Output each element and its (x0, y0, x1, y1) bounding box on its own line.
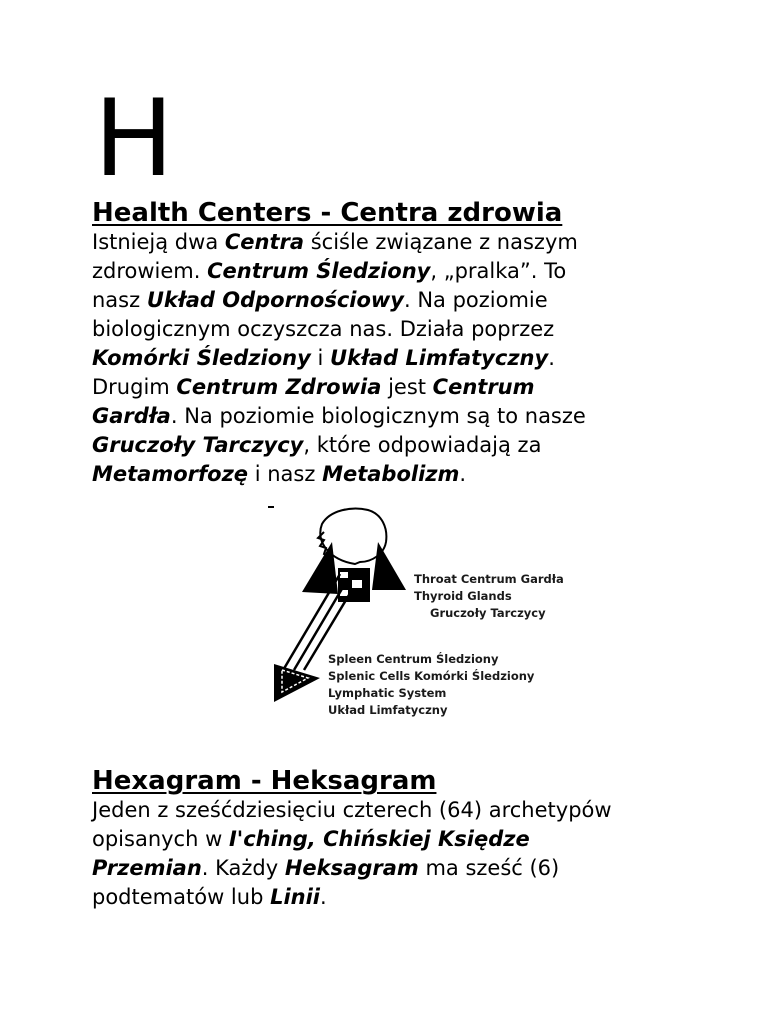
emphasized-term: Komórki Śledziony (92, 346, 311, 370)
emphasized-term: Gardła (92, 404, 171, 428)
emphasized-term: Gruczoły Tarczycy (92, 433, 304, 457)
text-segment: ściśle związane z naszym (304, 230, 578, 254)
emphasized-term: Centrum (432, 375, 535, 399)
text-segment: zdrowiem. (92, 259, 208, 283)
emphasized-term: Metabolizm (322, 462, 460, 486)
text-segment: . (548, 346, 555, 370)
text-segment: , które odpowiadają za (303, 433, 542, 457)
emphasized-term: I'ching, Chińskiej Księdze (228, 827, 530, 851)
spleen-label-2: Splenic Cells Komórki Śledziony (328, 669, 535, 683)
emphasized-term: Centra (224, 230, 305, 254)
section-body-hexagram (92, 796, 682, 912)
throat-label-2: Thyroid Glands (414, 589, 512, 603)
text-line (92, 257, 682, 286)
health-centers-diagram (260, 502, 564, 724)
emphasized-term: Układ Odpornościowy (146, 288, 404, 312)
glossary-letter: H (94, 77, 174, 200)
text-segment: ma sześć (6) (418, 856, 560, 880)
text-segment: podtematów lub (92, 885, 271, 909)
text-segment: . Każdy (201, 856, 285, 880)
text-segment: . Na poziomie (403, 288, 548, 312)
text-line (92, 460, 682, 489)
emphasized-term: Metamorfozę (92, 462, 249, 486)
text-line (92, 286, 682, 315)
throat-label-3: Gruczoły Tarczycy (430, 606, 546, 620)
text-line (92, 431, 682, 460)
text-line (92, 344, 682, 373)
text-line (92, 796, 682, 825)
section-title-hexagram: Hexagram - Heksagram (92, 766, 437, 796)
text-segment: jest (381, 375, 433, 399)
text-segment: Istnieją dwa (92, 230, 225, 254)
text-line (92, 402, 682, 431)
text-segment: biologicznym oczyszcza nas. Działa poprzez (92, 317, 555, 341)
emphasized-term: Centrum Śledziony (207, 259, 431, 283)
text-line (92, 883, 682, 912)
section-body-health-centers (92, 228, 682, 489)
emphasized-term: Układ Limfatyczny (329, 346, 549, 370)
throat-label-1: Throat Centrum Gardła (414, 572, 564, 586)
text-segment: Jeden z sześćdziesięciu czterech (64) archetypów (92, 798, 612, 822)
text-segment: . (459, 462, 467, 486)
text-segment: . Na poziomie biologicznym są to nasze (170, 404, 586, 428)
text-segment: Drugim (92, 375, 177, 399)
text-line (92, 373, 682, 402)
spleen-label-3: Lymphatic System (328, 686, 447, 700)
text-line (92, 854, 682, 883)
section-title-health-centers: Health Centers - Centra zdrowia (92, 198, 563, 228)
spleen-label-4: Układ Limfatyczny (328, 703, 448, 717)
text-line (92, 228, 682, 257)
emphasized-term: Linii (270, 885, 321, 909)
text-line (92, 825, 682, 854)
emphasized-term: Heksagram (284, 856, 419, 880)
spleen-label-1: Spleen Centrum Śledziony (328, 652, 499, 666)
text-segment: . (320, 885, 327, 909)
text-segment: i nasz (248, 462, 323, 486)
emphasized-term: Przemian (92, 856, 202, 880)
text-segment: i (310, 346, 330, 370)
text-line (92, 315, 682, 344)
emphasized-term: Centrum Zdrowia (176, 375, 382, 399)
text-segment: , „pralka”. To (430, 259, 567, 283)
text-segment: opisanych w (92, 827, 229, 851)
text-segment: nasz (92, 288, 147, 312)
spleen-center-triangle (274, 664, 320, 702)
right-shoulder-shape (372, 542, 406, 590)
